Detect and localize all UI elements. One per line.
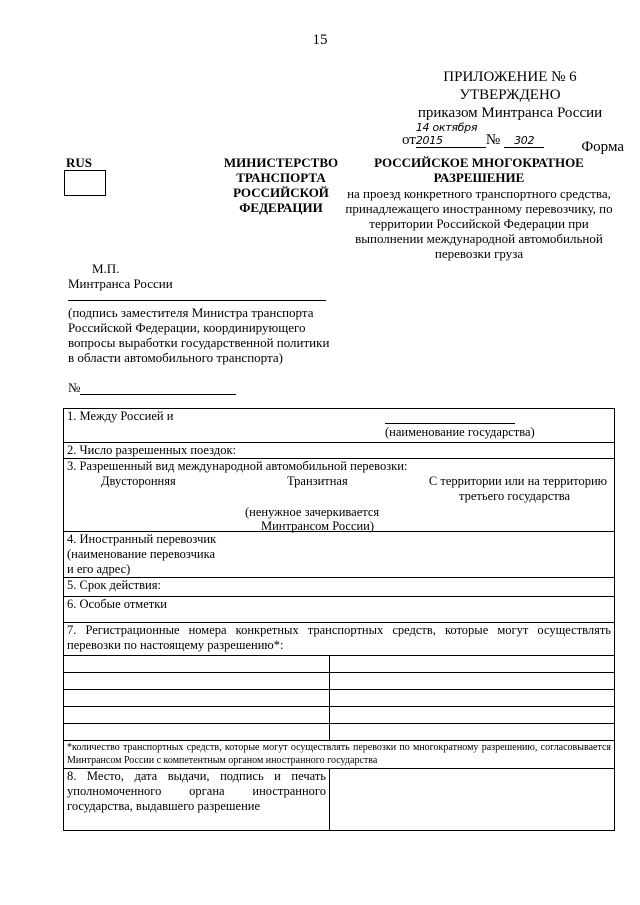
handwritten-date: 14 октября 2015 [416,121,486,148]
footnote: *количество транспортных средств, которые могут осуществлять перевозки по многократному разрешению, согласовывается Минтрансом России с компетентным органом иностранного государства [64,741,615,769]
stamp-mintrans: Минтранса России [68,276,173,291]
row1-caption: (наименование государства) [385,425,535,439]
row-6 [64,597,615,623]
row5-label: 5. Срок действия: [64,578,615,597]
option-transit: Транзитная [287,474,348,488]
number-line [80,394,236,395]
number-label: № [68,380,81,395]
row-3 [64,459,615,532]
appendix-label: ПРИЛОЖЕНИЕ № 6 [443,69,577,85]
row-4 [64,532,615,578]
permit-title: РОССИЙСКОЕ МНОГОКРАТНОЕ РАЗРЕШЕНИЕ [374,155,584,185]
permit-subtitle: на проезд конкретного транспортного средства, принадлежащего иностранному перевозчику, по территории Российской Федерации при выполнении международной автомобильной перевозки груза [345,186,613,261]
order-label: приказом Минтранса России [417,105,603,121]
country-line [385,423,515,424]
permit-form-table [63,408,615,831]
row1-label: 1. Между Россией и [67,409,174,423]
page-number: 15 [312,32,328,48]
row3-label: 3. Разрешенный вид международной автомобильной перевозки: [67,459,408,473]
vehicle-row [64,724,615,741]
row4-label: 4. Иностранный перевозчик [67,532,217,546]
row4-sub-2: и его адрес) [67,562,131,576]
approved-label: УТВЕРЖДЕНО [459,87,561,103]
option-bilateral: Двусторонняя [101,474,176,488]
vehicle-row [64,707,615,724]
signature-caption: (подпись заместителя Министра транспорта Российской Федерации, координирующего вопросы выработки государственной политики в области автомобильного транспорта) [68,305,330,365]
stamp-mp: М.П. [92,261,120,276]
row4-sub-1: (наименование перевозчика [67,547,216,561]
vehicle-row [64,673,615,690]
ministry-title: МИНИСТЕРСТВО ТРАНСПОРТА РОССИЙСКОЙ ФЕДЕРАЦИИ [223,155,339,215]
form-label: Форма [581,139,624,155]
rus-label: RUS [66,155,93,170]
approval-block [395,68,625,122]
row-8 [64,769,615,831]
order-date-line [402,121,544,149]
option-third-country-2: третьего государства [459,489,570,503]
row2-label: 2. Число разрешенных поездок: [64,443,615,459]
signature-line [68,300,326,301]
option-third-country: С территории или на территорию [428,474,607,488]
strike-note-1: (ненужное зачеркивается [245,505,380,519]
row8-label: 8. Место, дата выдачи, подпись и печать уполномоченного органа иностранного государства, выдавшего разрешение [64,769,330,831]
row8-signature-cell [330,769,615,831]
rus-box [64,170,106,196]
row-1 [64,409,615,443]
vehicle-row [64,690,615,707]
number-prefix: № [485,132,501,148]
row-7 [64,623,615,656]
row-2 [64,443,615,459]
row-5 [64,578,615,597]
row6-label: 6. Особые отметки [64,597,615,623]
vehicle-row [64,656,615,673]
date-prefix: от [402,132,416,148]
strike-note-2: Минтрансом России) [261,519,375,533]
footnote-row [64,741,615,769]
row7-label: 7. Регистрационные номера конкретных транспортных средств, которые могут осуществлять перевозки по настоящему разрешению*: [64,623,615,656]
handwritten-number: 302 [504,134,544,148]
